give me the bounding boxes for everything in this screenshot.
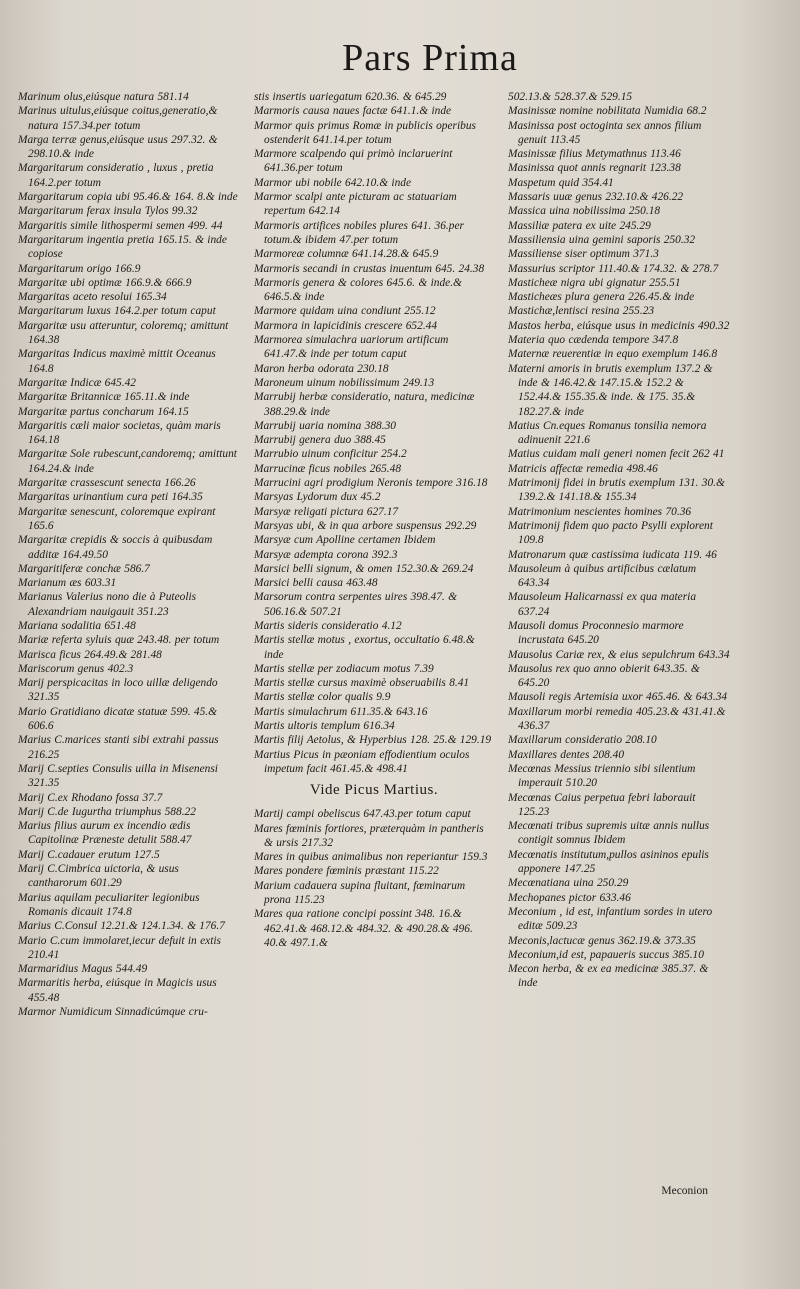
index-column-3 <box>508 90 730 1019</box>
index-entry: Margaritas aceto resolui 165.34 <box>18 291 167 304</box>
index-entry: Marius C.Consul 12.21.& 124.1.34. & 176.7 <box>18 920 225 933</box>
index-entry: Margaritæ crassescunt senecta 166.26 <box>18 477 196 490</box>
index-entry: Marij C.Cimbrica uictoria, & usus cantharorum 601.29 <box>18 863 179 890</box>
index-entry: Meconium,id est, papaueris succus 385.10 <box>508 948 704 961</box>
index-entry: Maxillares dentes 208.40 <box>508 748 625 761</box>
index-entry: Mariana sodalitia 651.48 <box>18 619 136 632</box>
index-entry: Maxillarum consideratio 208.10 <box>508 734 657 747</box>
index-entry: Margaritæ Indicæ 645.42 <box>18 376 136 389</box>
index-entry: Massiliæ patera ex uite 245.29 <box>508 219 651 232</box>
index-entry: Maroneum uinum nobilissimum 249.13 <box>254 376 435 389</box>
index-entry: Margaritas Indicus maximè mittit Oceanus 164.8 <box>18 348 216 375</box>
index-entry: Masinissæ nomine nobilitata Numidia 68.2 <box>508 105 707 118</box>
index-entry: Meconis,lactucæ genus 362.19.& 373.35 <box>508 934 696 947</box>
index-entry: Marianus Valerius nono die à Puteolis Alexandriam nauigauit 351.23 <box>18 591 197 618</box>
index-entry: Matronarum quæ castissima iudicata 119. 46 <box>508 548 717 561</box>
index-entry: Margaritis simile lithospermi semen 499. 44 <box>18 219 223 232</box>
index-entry: Margaritarum ferax insula Tylos 99.32 <box>18 205 198 218</box>
index-entry: Marius aquilam peculiariter legionibus Romanis dicauit 174.8 <box>18 891 200 918</box>
index-entry: Maspetum quid 354.41 <box>508 176 614 189</box>
index-entry: Masinissæ filius Metymathnus 113.46 <box>508 148 681 161</box>
index-entry: Margaritarum ingentia pretia 165.15. & inde copiose <box>18 233 227 261</box>
index-entry: Maternæ reuerentiæ in equo exemplum 146.8 <box>508 348 718 361</box>
index-entry: Marmoris genera & colores 645.6. & inde.& 646.5.& inde <box>254 276 462 304</box>
index-entry: Mechopanes pictor 633.46 <box>508 891 631 904</box>
index-entry: Marrucinæ ficus nobiles 265.48 <box>254 462 402 475</box>
index-entry: Mariscorum genus 402.3 <box>18 662 134 675</box>
index-entry: Marmoris artifices nobiles plures 641. 36.per totum.& ibidem 47.per totum <box>254 219 464 246</box>
index-entry: Margaritæ ubi optimæ 166.9.& 666.9 <box>18 276 192 289</box>
index-entry: Matius Cn.eques Romanus tonsilia nemora adinuenit 221.6 <box>508 419 707 447</box>
index-entry: Mecœnas Caius perpetua febri laborauit 125.23 <box>508 791 696 818</box>
index-entry: Martis ultoris templum 616.34 <box>254 720 395 733</box>
index-entry: Marmora in lapicidinis crescere 652.44 <box>254 319 438 332</box>
index-entry: Margaritarum origo 166.9 <box>18 262 141 275</box>
index-entry: Massica uina nobilissima 250.18 <box>508 205 661 218</box>
index-entry: Mario Gratidiano dicatæ statuæ 599. 45.& 606.6 <box>18 705 217 733</box>
index-entry: Marij C.ex Rhodano fossa 37.7 <box>18 791 163 804</box>
index-entry: Materni amoris in brutis exemplum 137.2 & inde & 146.42.& 147.15.& 152.2 & 152.44.& 155.35.& inde. & 175. 35.& 182.27.& inde <box>508 362 713 418</box>
index-entry: Marsyas ubi, & in qua arbore suspensus 292.29 <box>254 519 477 532</box>
index-entry: Mares pondere fœminis præstant 115.22 <box>254 865 439 878</box>
index-entry: Mecon herba, & ex ea medicinæ 385.37. & inde <box>508 963 709 990</box>
index-entry: Martij campi obeliscus 647.43.per totum caput <box>254 808 471 821</box>
index-entry: Mausoli regis Artemisia uxor 465.46. & 643.34 <box>508 691 728 704</box>
index-entry: Marius C.marices stanti sibi extrahi passus 216.25 <box>18 734 219 761</box>
index-entry: Margaritarum consideratio , luxus , pretia 164.2.per totum <box>18 162 214 189</box>
index-entry: Mausoleum Halicarnassi ex qua materia 637.24 <box>508 591 697 618</box>
index-entry: Martis filij Aetolus, & Hyperbius 128. 25.& 129.19 <box>254 734 492 747</box>
index-entry: Martis stellæ motus , exortus, occultatio 6.48.& inde <box>254 634 475 661</box>
index-entry: Marmoreæ columnæ 641.14.28.& 645.9 <box>254 248 439 261</box>
index-entry: Maxillarum morbi remedia 405.23.& 431.41.& 436.37 <box>508 705 726 733</box>
index-entry: Mares in quibus animalibus non reperiantur 159.3 <box>254 851 488 864</box>
index-entry: Marij perspicacitas in loco uillæ deligendo 321.35 <box>18 677 218 704</box>
index-entry: Marsici belli causa 463.48 <box>254 577 378 590</box>
index-entry: Massaris uuæ genus 232.10.& 426.22 <box>508 191 684 204</box>
index-entry: Mastos herba, eiúsque usus in medicinis 490.32 <box>508 319 730 332</box>
index-entry: Mares qua ratione concipi possint 348. 16.& 462.41.& 468.12.& 484.32. & 490.28.& 496. 40.& 497.1.& <box>254 908 473 949</box>
index-entry: Margaritas urinantium cura peti 164.35 <box>18 491 203 504</box>
index-entry: Masinissa quot annis regnarit 123.38 <box>508 162 681 175</box>
index-entry: Marsici belli signum, & omen 152.30.& 269.24 <box>254 562 474 575</box>
index-entry: Mausoleum à quibus artificibus cælatum 643.34 <box>508 562 697 590</box>
index-entry: Marmor quis primus Romæ in publicis operibus ostenderit 641.14.per totum <box>254 119 476 146</box>
index-entry: Mausolus Cariæ rex, & eius sepulchrum 643.34 <box>508 648 730 661</box>
index-entry: Marinus uitulus,eiúsque coitus,generatio,& natura 157.34.per totum <box>18 105 218 132</box>
index-entry: Marmaritis herba, eiúsque in Magicis usus 455.48 <box>18 977 217 1004</box>
index-entry: Martis simulachrum 611.35.& 643.16 <box>254 705 428 718</box>
index-entry: Marrubij herbæ consideratio, natura, medicinæ 388.29.& inde <box>254 391 475 418</box>
index-entry: Marmor scalpi ante picturam ac statuariam repertum 642.14 <box>254 191 457 218</box>
index-entry: stis insertis uariegatum 620.36. & 645.29 <box>254 91 447 103</box>
index-entry: Marisca ficus 264.49.& 281.48 <box>18 648 162 661</box>
index-columns <box>18 90 782 1019</box>
index-entry: Marrubio uinum conficitur 254.2 <box>254 448 407 461</box>
index-entry: Masticheæ nigra ubi gignatur 255.51 <box>508 276 681 289</box>
index-entry: Massiliense siser optimum 371.3 <box>508 248 659 261</box>
index-entry: Mariæ referta syluis quæ 243.48. per totum <box>18 634 220 647</box>
index-entry: Marmore scalpendo qui primò inclaruerint 641.36.per totum <box>254 148 453 175</box>
index-column-1 <box>18 90 240 1019</box>
index-entry: Margaritæ senescunt, coloremque expirant 165.6 <box>18 505 216 532</box>
catchword: Meconion <box>661 1185 708 1197</box>
index-entry: Martis stellæ color qualis 9.9 <box>254 691 391 704</box>
index-entry: Marij C.de Iugurtha triumphus 588.22 <box>18 805 196 818</box>
index-entry: Marij C.septies Consulis uilla in Misenensi 321.35 <box>18 762 218 790</box>
index-entry: Margaritæ Britannicæ 165.11.& inde <box>18 391 190 404</box>
page-title: Pars Prima <box>342 37 518 79</box>
index-entry: Marga terræ genus,eiúsque usus 297.32. & 298.10.& inde <box>18 133 218 161</box>
index-entry: Margaritæ usu atteruntur, coloremq; amittunt 164.38 <box>18 319 229 347</box>
index-entry: Matius cuidam mali generi nomen fecit 262 41 <box>508 448 725 461</box>
index-entry: Matrimonij fidei in brutis exemplum 131. 30.& 139.2.& 141.18.& 155.34 <box>508 477 725 504</box>
index-entry: Martis stellæ cursus maximè obseruabilis 8.41 <box>254 677 470 690</box>
index-entry: Marsyæ religati pictura 627.17 <box>254 505 399 518</box>
index-entry: Massurius scriptor 111.40.& 174.32. & 278.7 <box>508 262 719 275</box>
index-entry: Mastichæ,lentisci resina 255.23 <box>508 305 655 318</box>
index-entry: Marrucini agri prodigium Neronis tempore 316.18 <box>254 477 488 490</box>
index-entry: Masinissa post octoginta sex annos filium genuit 113.45 <box>508 119 702 146</box>
index-entry: Matricis affectæ remedia 498.46 <box>508 462 658 475</box>
index-entry: Margaritis cæli maior societas, quàm maris 164.18 <box>18 419 221 447</box>
index-entry: Marmoris causa naues factæ 641.1.& inde <box>254 105 452 118</box>
index-entry: Margaritæ partus concharum 164.15 <box>18 405 189 418</box>
index-entry: Mausolus rex quo anno obierit 643.35. & 645.20 <box>508 662 700 690</box>
index-entry: Massiliensia uina gemini saporis 250.32 <box>508 233 696 246</box>
index-entry: Matrimonij fidem quo pacto Psylli explorent 109.8 <box>508 519 713 547</box>
index-entry: Marsyæ adempta corona 392.3 <box>254 548 398 561</box>
index-entry: Mecœnati tribus supremis uitæ annis nullus contigit somnus Ibidem <box>508 820 710 847</box>
index-entry: 502.13.& 528.37.& 529.15 <box>508 91 633 103</box>
index-entry: Martis stellæ per zodiacum motus 7.39 <box>254 662 434 675</box>
index-entry: Mares fœminis fortiores, præterquàm in pantheris & ursis 217.32 <box>254 822 484 849</box>
index-entry: Marinum olus,eiúsque natura 581.14 <box>18 91 189 103</box>
index-entry: Mausoli domus Proconnesio marmore incrustata 645.20 <box>508 619 684 647</box>
index-entry: Marmor ubi nobile 642.10.& inde <box>254 176 412 189</box>
index-entry: Marianum æs 603.31 <box>18 577 117 590</box>
index-entry: Marmore quidam uina condiunt 255.12 <box>254 305 436 318</box>
index-entry: Masticheæs plura genera 226.45.& inde <box>508 291 695 304</box>
index-entry: Maron herba odorata 230.18 <box>254 362 389 375</box>
index-entry: Martis sideris consideratio 4.12 <box>254 619 402 632</box>
index-entry: Margaritæ crepidis & soccis à quibusdam additæ 164.49.50 <box>18 534 213 561</box>
index-entry: Marmaridius Magus 544.49 <box>18 963 148 976</box>
index-entry: Marium cadauera supina fluitant, fœminarum prona 115.23 <box>254 879 466 907</box>
index-entry: Margaritarum luxus 164.2.per totum caput <box>18 305 216 318</box>
index-entry: Mecœnatiana uina 250.29 <box>508 877 629 890</box>
index-entry: Marrubij uaria nomina 388.30 <box>254 419 396 432</box>
index-entry: Materia quo cædenda tempore 347.8 <box>508 334 679 347</box>
cross-reference: Vide Picus Martius. <box>309 782 439 799</box>
index-entry: Mecœnas Messius triennio sibi silentium imperauit 510.20 <box>508 762 696 790</box>
index-entry: Marmoris secandi in crustas inuentum 645. 24.38 <box>254 262 485 275</box>
index-entry: Marmorea simulachra uariorum artificum 641.47.& inde per totum caput <box>254 334 449 361</box>
index-entry: Marij C.cadauer erutum 127.5 <box>18 848 160 861</box>
index-entry: Marsyæ cum Apolline certamen Ibidem <box>254 534 436 547</box>
index-entry: Meconium , id est, infantium sordes in utero editæ 509.23 <box>508 905 713 933</box>
index-entry: Marmor Numidicum Sinnadicúmque cru- <box>18 1006 208 1018</box>
index-entry: Margaritarum copia ubi 95.46.& 164. 8.& inde <box>18 191 238 204</box>
index-entry: Marsorum contra serpentes uires 398.47. & 506.16.& 507.21 <box>254 591 457 618</box>
index-entry: Marsyas Lydorum dux 45.2 <box>254 491 381 504</box>
index-entry: Matrimonium nescientes homines 70.36 <box>508 505 692 518</box>
index-entry: Marrubij genera duo 388.45 <box>254 434 386 447</box>
index-entry: Margaritæ Sole rubescunt,candoremq; amittunt 164.24.& inde <box>18 448 237 475</box>
index-entry: Martius Picus in pæoniam effodientium oculos impetum facit 461.45.& 498.41 <box>254 748 470 775</box>
index-entry: Marius filius aurum ex incendio ædis Capitolinæ Præneste detulit 588.47 <box>18 820 192 847</box>
index-entry: Mecœnatis institutum,pullos asininos epulis apponere 147.25 <box>508 848 709 876</box>
index-column-2 <box>254 90 494 1019</box>
index-entry: Margaritiferæ conchæ 586.7 <box>18 562 150 575</box>
index-entry: Mario C.cum immolaret,iecur defuit in extis 210.41 <box>18 934 221 961</box>
